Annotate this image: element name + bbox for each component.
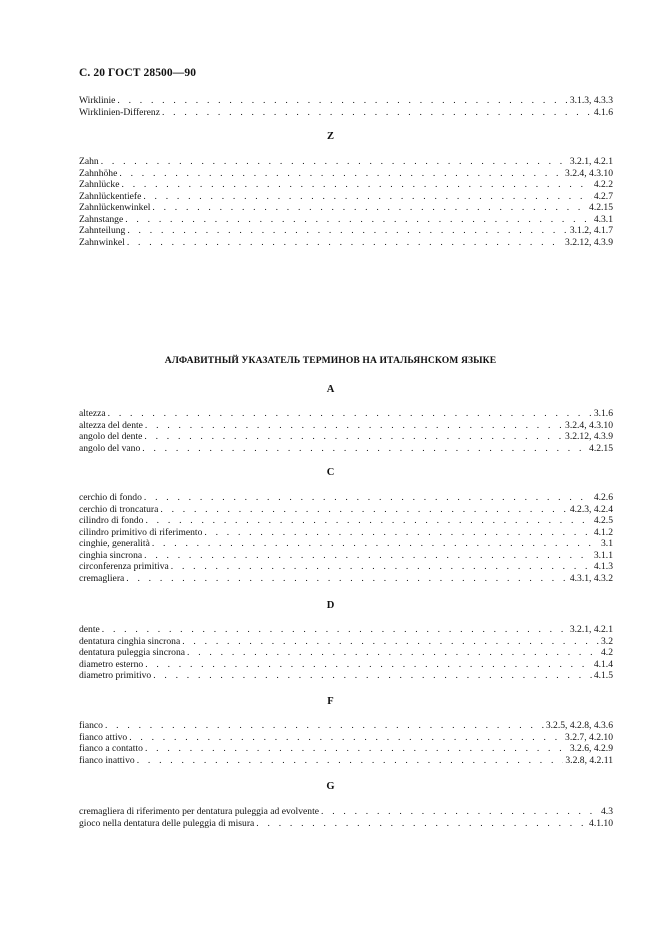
section-letter: A: [326, 384, 335, 395]
leader-dots: [122, 179, 592, 191]
leader-dots: [102, 624, 568, 636]
index-term: fianco attivo: [79, 731, 128, 743]
index-entry: [79, 420, 613, 432]
index-term: dentatura cinghia sincrona: [79, 635, 181, 647]
index-ref: 4.2.3, 4.2.4: [569, 503, 613, 515]
leader-dots: [143, 191, 591, 203]
leader-dots: [144, 550, 592, 562]
index-term: Wirklinie: [79, 95, 116, 106]
index-entry: [79, 732, 613, 744]
index-term: Zahnlückentiefe: [79, 190, 142, 202]
leader-dots: [119, 168, 563, 180]
index-entry: [79, 573, 613, 585]
index-ref: 3.1.1: [593, 549, 613, 561]
index-term: Zahnteilung: [79, 225, 126, 236]
index-term: Wirklinien-Differenz: [79, 106, 160, 118]
index-term: Zahnlückenwinkel: [79, 202, 151, 213]
page-header: С. 20 ГОСТ 28500—90: [79, 67, 197, 79]
leader-dots: [204, 527, 591, 539]
index-ref: 3.2.7, 4.2.10: [565, 731, 613, 743]
index-ref: 3.1: [601, 538, 613, 549]
index-entry: [79, 443, 613, 455]
leader-dots: [153, 670, 592, 682]
index-ref: 3.2.12, 4.3.9: [565, 431, 613, 442]
index-term: Zahnwinkel: [79, 236, 125, 248]
index-entry: [79, 755, 613, 767]
index-term: cinghia sincrona: [79, 549, 143, 561]
index-ref: 4.3.1, 4.3.2: [569, 572, 613, 584]
index-entry: [79, 527, 613, 539]
index-ref: 3.2.4, 4.3.10: [565, 167, 613, 179]
index-entry: [79, 659, 613, 671]
index-ref: 4.3: [601, 806, 613, 817]
index-ref: 4.2.5: [593, 515, 613, 526]
index-entry: [79, 492, 613, 504]
index-entry: [79, 647, 613, 659]
index-ref: 4.2.2: [593, 179, 613, 190]
index-ref: 4.1.5: [593, 670, 613, 681]
index-ref: 4.2.7: [593, 190, 613, 202]
index-term: diametro primitivo: [79, 670, 152, 681]
index-ref: 4.1.2: [593, 526, 613, 538]
index-entry: [79, 515, 613, 527]
index-ref: 4.1.6: [593, 106, 613, 118]
index-entry: [79, 806, 613, 818]
italian-section-f: [79, 720, 613, 766]
index-entry: [79, 156, 613, 168]
index-ref: 3.2.1, 4.2.1: [569, 156, 613, 167]
leader-dots: [182, 636, 599, 648]
index-ref: 4.2.6: [593, 492, 613, 503]
index-ref: 3.2: [601, 635, 613, 647]
index-term: Zahnlücke: [79, 179, 120, 190]
leader-dots: [256, 818, 587, 830]
index-ref: 3.1.3, 4.3.3: [569, 95, 613, 106]
index-term: cilindro primitivo di riferimento: [79, 526, 203, 538]
leader-dots: [144, 492, 592, 504]
leader-dots: [145, 743, 568, 755]
index-ref: 3.1.2, 4.1.7: [569, 225, 613, 236]
leader-dots: [321, 806, 599, 818]
leader-dots: [108, 408, 592, 420]
index-entry: [79, 561, 613, 573]
index-term: cremagliera: [79, 572, 125, 584]
index-ref: 3.2.12, 4.3.9: [565, 236, 613, 248]
index-entry: [79, 202, 613, 214]
leader-dots: [145, 659, 592, 671]
index-term: angolo del dente: [79, 431, 143, 442]
index-term: Zahnstange: [79, 213, 124, 225]
index-entry: [79, 225, 613, 237]
index-entry: [79, 179, 613, 191]
index-entry: [79, 107, 613, 119]
index-term: cilindro di fondo: [79, 515, 144, 526]
index-ref: 4.3.1: [593, 213, 613, 225]
index-entry: [79, 538, 613, 550]
index-entry: [79, 431, 613, 443]
index-term: cremagliera di riferimento per dentatura puleggia ad evolvente: [79, 806, 319, 817]
index-term: fianco: [79, 720, 103, 731]
leader-dots: [137, 755, 564, 767]
index-ref: 3.1.6: [593, 408, 613, 419]
index-entry: [79, 636, 613, 648]
section-letter: Z: [326, 131, 334, 142]
leader-dots: [125, 214, 592, 226]
index-ref: 4.2: [601, 647, 613, 658]
leader-dots: [152, 538, 599, 550]
leader-dots: [187, 647, 599, 659]
index-term: angolo del vano: [79, 442, 141, 454]
index-term: gioco nella dentatura delle puleggia di misura: [79, 817, 255, 829]
leader-dots: [126, 573, 568, 585]
italian-section-d: [79, 624, 613, 682]
index-term: cinghie, generalità: [79, 538, 150, 549]
leader-dots: [171, 561, 592, 573]
italian-section-a: [79, 408, 613, 454]
index-ref: 3.2.1, 4.2.1: [569, 624, 613, 635]
index-term: Zahn: [79, 156, 99, 167]
index-term: circonferenza primitiva: [79, 561, 169, 572]
index-term: cerchio di fondo: [79, 492, 142, 503]
index-entry: [79, 743, 613, 755]
section-letter: F: [327, 696, 334, 707]
index-ref: 3.2.8, 4.2.11: [565, 754, 613, 766]
index-entry: [79, 214, 613, 226]
italian-index-title: АЛФАВИТНЫЙ УКАЗАТЕЛЬ ТЕРМИНОВ НА ИТАЛЬЯНСКОМ ЯЗЫКЕ: [164, 355, 497, 366]
index-entry: [79, 720, 613, 732]
index-entry: [79, 168, 613, 180]
german-section-z: [79, 156, 613, 248]
index-term: fianco a contatto: [79, 743, 143, 754]
index-ref: 4.2.15: [589, 202, 613, 213]
leader-dots: [142, 443, 587, 455]
leader-dots: [152, 202, 587, 214]
index-term: Zahnhöhe: [79, 167, 118, 179]
index-term: altezza del dente: [79, 419, 143, 431]
index-entry: [79, 670, 613, 682]
index-entry: [79, 818, 613, 830]
index-entry: [79, 95, 613, 107]
italian-section-g: [79, 806, 613, 829]
leader-dots: [105, 720, 544, 732]
index-term: dente: [79, 624, 100, 635]
leader-dots: [162, 107, 592, 119]
index-ref: 4.2.15: [589, 442, 613, 454]
index-term: fianco inattivo: [79, 754, 135, 766]
leader-dots: [144, 431, 563, 443]
index-ref: 4.1.10: [589, 817, 613, 829]
index-ref: 4.1.3: [593, 561, 613, 572]
leader-dots: [127, 225, 567, 237]
section-letter: C: [326, 467, 335, 478]
index-ref: 3.2.4, 4.3.10: [565, 419, 613, 431]
section-letter: D: [326, 600, 335, 611]
index-term: diametro esterno: [79, 658, 144, 670]
leader-dots: [101, 156, 568, 168]
leader-dots: [117, 95, 567, 107]
index-ref: 3.2.5, 4.2.8, 4.3.6: [545, 720, 613, 731]
section-letter: G: [326, 781, 335, 792]
index-term: dentatura puleggia sincrona: [79, 647, 186, 658]
leader-dots: [127, 237, 563, 249]
index-entry: [79, 237, 613, 249]
index-term: cerchio di troncatura: [79, 503, 159, 515]
italian-section-c: [79, 492, 613, 584]
leader-dots: [145, 420, 563, 432]
index-entry: [79, 550, 613, 562]
index-entry: [79, 408, 613, 420]
index-entry: [79, 191, 613, 203]
index-term: altezza: [79, 408, 106, 419]
leader-dots: [129, 732, 563, 744]
index-ref: 4.1.4: [593, 658, 613, 670]
leader-dots: [145, 515, 591, 527]
index-entry: [79, 504, 613, 516]
leader-dots: [160, 504, 567, 516]
index-entry: [79, 624, 613, 636]
german-index-tail: [79, 95, 613, 118]
index-ref: 3.2.6, 4.2.9: [569, 743, 613, 754]
